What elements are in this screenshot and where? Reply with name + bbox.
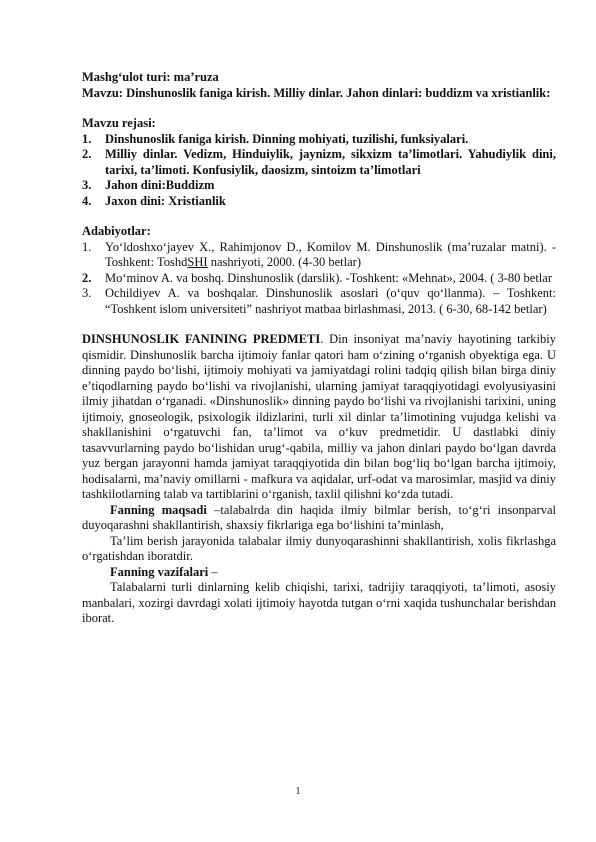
section-heading: DINSHUNOSLIK FANINING PREDMETI [82, 332, 321, 346]
plan-list [82, 132, 556, 210]
body-paragraph-predmet: DINSHUNOSLIK FANINING PREDMETI. Din insoniyat ma’naviy hayotining tarkibiy qismidir. Dinshunoslik barcha ijtimoiy fanlar qatori ham o‘zining o‘rganish obyektiga ega. U dinning paydo bo‘lishi, ijtimoiy mohiyati va jamiyatdagi rolini tadqiq qilish bilan birga diniy e’tiqodlarning paydo bo‘lishi va rivojlanishi, ularning jamiyat taraqqiyotidagi evolyusiyasini ilmiy jihatdan o‘rganadi. «Dinshunoslik» dinning paydo bo‘lishi va rivojlanishi tarixini, uning ijtimoiy, gnoseologik, psixologik ildizlarini, turli xil dinlar ta’limotining vujudga kelishi va shakllanishini o‘rgatuvchi fan, ta’limot va o‘kuv predmetidir. U dastlabki diniy tasavvurlarning paydo bo‘lishidan urug‘-qabila, milliy va jahon dinlari paydo bo‘lgan davrda yuz bergan jarayonni hamda jamiyat taraqqiyotida din bilan bog‘liq bo‘lgan barcha ijtimoiy, hodisalarni, ma’naviy omillarni - mafkura va aqidalar, urf-odat va marosimlar, masjid va diniy tashkilotlarning talab va tartiblarini o‘rganish, taxlil qilishni ko‘zda tutadi. [82, 332, 556, 501]
literature-item: 1. Yo‘ldoshxo‘jayev X., Rahimjonov D., Komilov M. Dinshunoslik (ma’ruzalar matni). - Toshkent: ToshdSHI nashriyoti, 2000. (4-30 betlar) [82, 239, 556, 269]
plan-item: 2. Milliy dinlar. Vedizm, Hinduiylik, jaynizm, sikxizm ta’limotlari. Yahudiylik dini, tarixi, ta’limoti. Konfusiylik, daosizm, sintoizm ta’limotlari [82, 147, 556, 177]
literature-item: 3. Ochildiyev A. va boshqalar. Dinshunoslik asoslari (o‘quv qo‘llanma). – Toshkent: “Toshkent islom universiteti” nashriyot matbaa birlashmasi, 2013. ( 6-30, 68-142 betlar) [82, 286, 556, 316]
body-paragraph-maqsad: Fanning maqsadi –talabalrda din haqida ilmiy bilmlar berish, to‘g‘ri insonparval duyoqarashni shakllantirish, shaxsiy fikrlariga ega bo‘lishini ta’minlash, [82, 502, 556, 532]
literature-title: Adabiyotlar: [82, 224, 151, 238]
body-paragraph-vazifalar: Fanning vazifalari – [110, 564, 218, 579]
page-number: 1 [295, 786, 301, 797]
literature-list [82, 240, 556, 318]
document-page [82, 70, 556, 627]
plan-item: 4. Jaxon dini: Xristianlik [82, 193, 226, 208]
literature-item: 2. Mo‘minov A. va boshq. Dinshunoslik (darslik). -Toshkent: «Mehnat», 2004. ( 3-80 betlar [82, 270, 552, 285]
subsection-heading: Fanning vazifalari [110, 564, 209, 579]
plan-item: 1. Dinshunoslik faniga kirish. Dinning mohiyati, tuzilishi, funksiyalari. [82, 131, 469, 146]
lesson-type: Mashg‘ulot turi: ma’ruza [82, 70, 219, 84]
plan-item: 3. Jahon dini:Buddizm [82, 178, 215, 192]
subsection-heading: Fanning maqsadi [110, 502, 207, 517]
body-paragraph-talim: Ta’lim berish jarayonida talabalar ilmiy dunyoqarashinni shakllantirish, xolis fikrlashga o‘rgatishdan iboratdir. [82, 533, 556, 563]
plan-title: Mavzu rejasi: [82, 116, 156, 130]
topic-heading: Mavzu: Dinshunoslik faniga kirish. Milliy dinlar. Jahon dinlari: buddizm va xristianlik: [82, 85, 551, 100]
body-paragraph-talabalarni: Talabalarni turli dinlarning kelib chiqishi, tarixi, tadrijiy taraqqiyoti, ta’limoti, asosiy manbalari, xozirgi davrdagi xolati ijtimoiy hayotda tutgan o‘rni xaqida tushunchalar berishdan iborat. [82, 580, 556, 625]
